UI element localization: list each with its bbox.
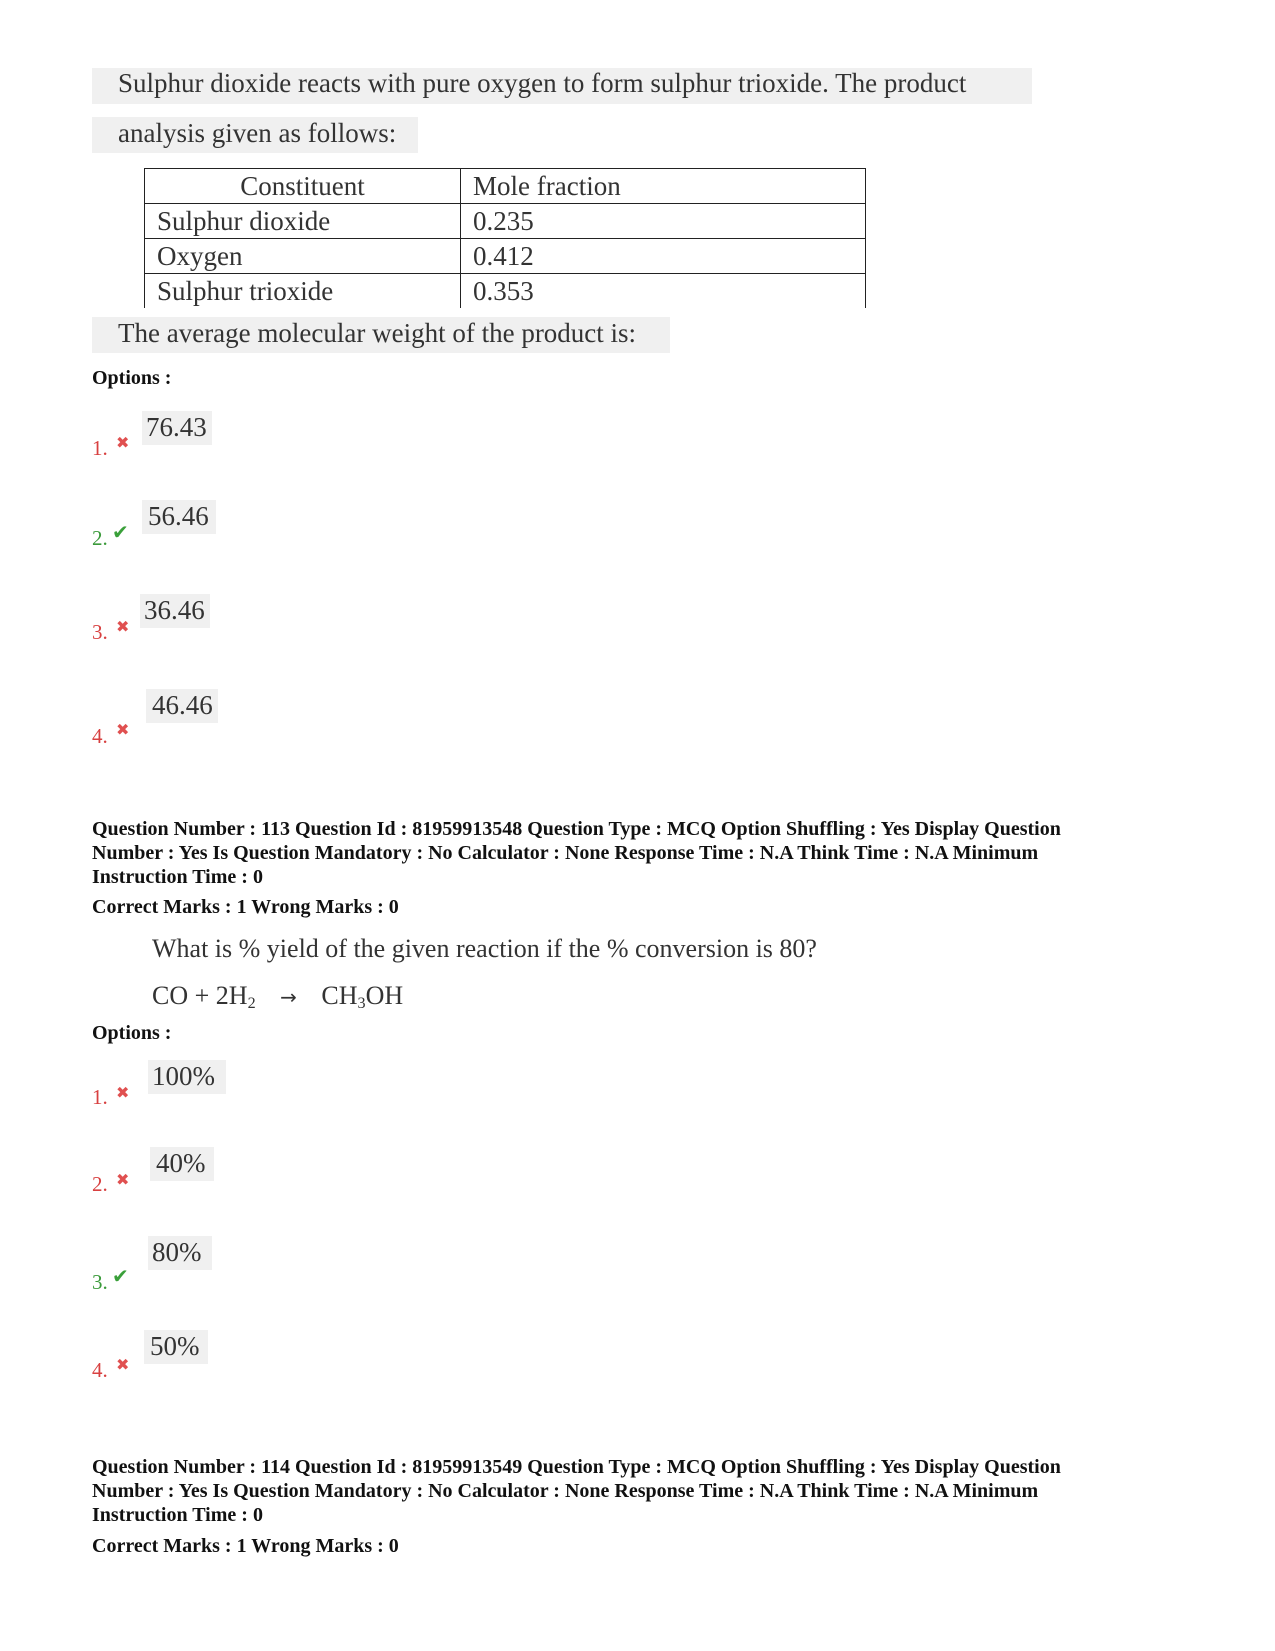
question-meta <box>92 1455 1192 1527</box>
table-header-row <box>145 169 866 204</box>
equation-reactants: CO + 2H <box>152 981 248 1010</box>
question-meta-line: Question Number : 113 Question Id : 81959913548 Question Type : MCQ Option Shuffling : Yes Display Question <box>92 818 1061 840</box>
option-number: 1. <box>92 1085 108 1109</box>
option-value[interactable]: 46.46 <box>152 690 213 720</box>
cross-icon: ✖ <box>116 1083 130 1102</box>
table-cell: Sulphur trioxide <box>145 274 461 309</box>
table-cell: 0.235 <box>461 204 866 239</box>
question-meta-line: Number : Yes Is Question Mandatory : No Calculator : None Response Time : N.A Think Time : N.A Minimum <box>92 842 1039 864</box>
option-number: 1. <box>92 436 108 460</box>
option-number: 4. <box>92 1358 108 1382</box>
question-marks: Correct Marks : 1 Wrong Marks : 0 <box>92 1535 399 1557</box>
table-cell: Oxygen <box>145 239 461 274</box>
option-number: 2. <box>92 526 108 550</box>
check-icon: ✔ <box>112 520 129 544</box>
question-text: What is % yield of the given reaction if the % conversion is 80? <box>152 934 817 963</box>
option-value[interactable]: 80% <box>152 1237 202 1267</box>
option-value[interactable]: 40% <box>156 1148 206 1178</box>
table-cell: Sulphur dioxide <box>145 204 461 239</box>
options-heading: Options : <box>92 1022 172 1044</box>
equation-product-tail: OH <box>365 981 404 1010</box>
option-number: 3. <box>92 1270 108 1294</box>
question-text-line1: Sulphur dioxide reacts with pure oxygen to form sulphur trioxide. The product <box>118 68 967 98</box>
question-meta-line: Instruction Time : 0 <box>92 866 263 888</box>
question-marks: Correct Marks : 1 Wrong Marks : 0 <box>92 896 399 918</box>
option-value[interactable]: 50% <box>150 1331 200 1361</box>
option-value[interactable]: 36.46 <box>144 595 205 625</box>
reaction-equation <box>152 981 403 1013</box>
table-row <box>145 204 866 239</box>
option-number: 2. <box>92 1172 108 1196</box>
table-row <box>145 239 866 274</box>
question-meta-line: Question Number : 114 Question Id : 81959913549 Question Type : MCQ Option Shuffling : Yes Display Question <box>92 1456 1061 1478</box>
table-header-cell: Mole fraction <box>461 169 866 204</box>
check-icon: ✔ <box>112 1264 129 1288</box>
option-value[interactable]: 76.43 <box>146 412 207 442</box>
cross-icon: ✖ <box>116 1355 130 1374</box>
constituent-table <box>144 168 866 308</box>
question-prompt: The average molecular weight of the product is: <box>118 318 637 348</box>
reaction-arrow-icon: → <box>280 985 297 1009</box>
option-number: 3. <box>92 620 108 644</box>
cross-icon: ✖ <box>116 720 130 739</box>
cross-icon: ✖ <box>116 433 130 452</box>
question-meta <box>92 817 1192 889</box>
cross-icon: ✖ <box>116 1170 130 1189</box>
option-value[interactable]: 100% <box>152 1061 215 1091</box>
equation-product: CH <box>321 981 358 1010</box>
question-meta-line: Instruction Time : 0 <box>92 1504 263 1526</box>
option-number: 4. <box>92 724 108 748</box>
options-heading: Options : <box>92 367 172 389</box>
question-text-line2: analysis given as follows: <box>118 118 397 148</box>
table-row <box>145 274 866 309</box>
equation-subscript: 3 <box>357 995 366 1013</box>
table-cell: 0.353 <box>461 274 866 309</box>
option-value[interactable]: 56.46 <box>148 501 209 531</box>
cross-icon: ✖ <box>116 617 130 636</box>
table-header-cell: Constituent <box>145 169 461 204</box>
equation-subscript: 2 <box>247 995 256 1013</box>
question-meta-line: Number : Yes Is Question Mandatory : No Calculator : None Response Time : N.A Think Time : N.A Minimum <box>92 1480 1039 1502</box>
table-cell: 0.412 <box>461 239 866 274</box>
